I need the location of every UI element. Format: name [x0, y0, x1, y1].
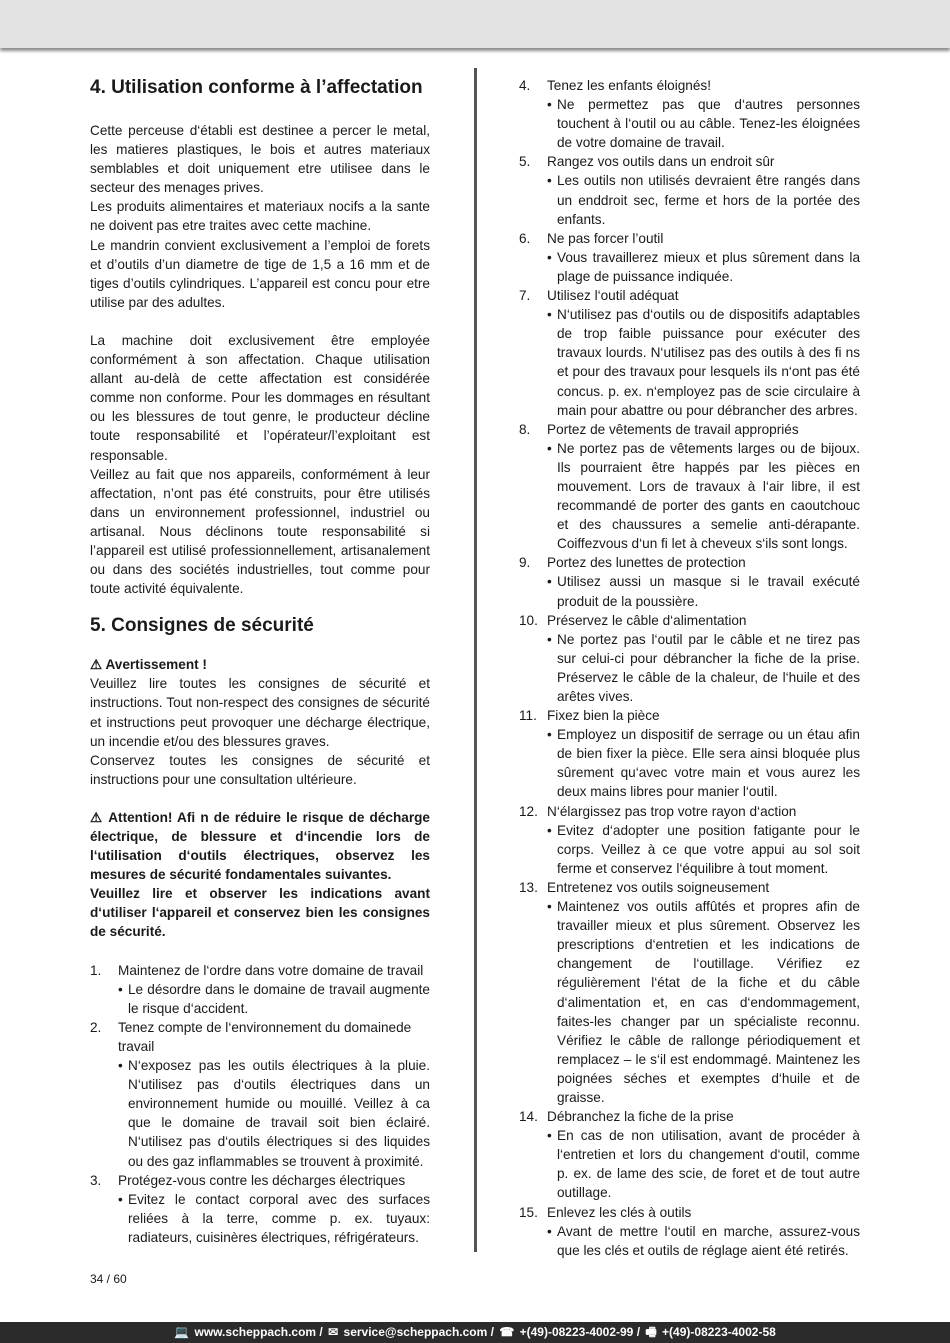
paragraph: Les produits alimentaires et materiaux nocifs a la sante ne doivent pas etre traites avec cette machine. — [90, 199, 430, 234]
item-title: Préservez le câble d‘alimentation — [547, 612, 747, 628]
phone-icon: ☎ — [499, 1325, 515, 1339]
item-title: Enlevez les clés à outils — [547, 1204, 692, 1220]
item-text: N‘exposez pas les outils électriques à la pluie. N‘utilisez pas d‘outils électriques dans un environnement humide ou mouillé. Veillez à ca que le domaine de travail soit bien éclairé. N‘utilisez pas d‘outils électriques si des liquides ou des gaz inflammables se trouvent à proximité. — [128, 1058, 430, 1169]
bullet-icon: • — [547, 1128, 552, 1144]
bullet-icon: • — [118, 1058, 123, 1074]
safety-item — [519, 611, 860, 706]
item-title: Portez des lunettes de protection — [547, 555, 746, 571]
item-number: 6. — [519, 230, 531, 246]
item-text: N‘utilisez pas d‘outils ou de dispositifs adaptables de trop faible puissance pour exécuter des travaux lourds. N‘utilisez pas des outils à des fi ns et pour des travaux pour lesquels ils n‘ont pas été concus. p. ex. n‘employez pas de scie circulaire à main pour abattre ou pour débrancher des arbres. — [557, 307, 860, 418]
item-title: N‘élargissez pas trop votre rayon d‘action — [547, 803, 797, 819]
section-5-heading: 5. Consignes de sécurité — [90, 615, 314, 637]
bullet-icon: • — [547, 173, 552, 189]
item-text: Evitez d‘adopter une position fatigante pour le corps. Veillez à ce que votre appui au sol soit ferme et conservez l‘équilibre à tout moment. — [557, 822, 860, 876]
column-divider — [474, 68, 477, 1252]
bullet-icon: • — [547, 631, 552, 647]
item-number: 7. — [519, 288, 531, 304]
item-title: Protégez-vous contre les décharges électriques — [118, 1172, 406, 1188]
safety-item — [519, 553, 860, 610]
mail-icon: ✉ — [328, 1325, 339, 1339]
item-title: Maintenez de l‘ordre dans votre domaine de travail — [118, 962, 424, 978]
safety-item — [519, 286, 860, 420]
item-title: Tenez les enfants éloignés! — [547, 78, 711, 93]
safety-item — [519, 152, 860, 228]
phone-number: +(49)-08223-4002-99 / — [519, 1325, 641, 1339]
item-number: 14. — [519, 1109, 538, 1125]
item-number: 13. — [519, 879, 538, 895]
item-number: 2. — [90, 1019, 102, 1035]
website-link[interactable]: www.scheppach.com / — [194, 1325, 323, 1339]
safety-item — [519, 1107, 860, 1202]
bullet-icon: • — [547, 574, 552, 590]
computer-icon: 💻 — [174, 1325, 190, 1339]
item-text: Evitez le contact corporal avec des surfaces reliées à la terre, comme p. ex. tuyaux: radiateurs, cuisinères électriques, réfrigérateurs. — [128, 1191, 430, 1245]
safety-item — [519, 878, 860, 1107]
paragraph: La machine doit exclusivement être employée conformément à son affectation. Chaque utilisation allant au-delà de cette affectation est considérée comme non conforme. Pour les dommages en résultant ou les blessures de tout genre, le producteur décline toute responsabilité et l’opérateur/l’exploitant est responsable. — [90, 332, 430, 463]
item-title: Portez de vêtements de travail appropriés — [547, 421, 799, 437]
paragraph: Le mandrin convient exclusivement a l’emploi de forets et d’outils d’un diametre de tige de 1,5 a 16 mm et de tiges d’outils cylindriques. L’appareil est concu pour etre utilise par des adultes. — [90, 237, 430, 310]
item-text: Ne permettez pas que d‘autres personnes touchent à l‘outil ou au câble. Tenez-les éloignées de votre domaine de travail. — [557, 97, 860, 151]
bullet-icon: • — [547, 249, 552, 265]
item-title: Ne pas forcer l’outil — [547, 230, 664, 246]
item-text: Employez un dispositif de serrage ou un étau afin de bien fixer la pièce. Elle sera ainsi bloquée plus sûrement qu‘avec votre main et vous aurez les deux mains libres pour manier l‘outil. — [557, 727, 860, 800]
left-column — [90, 76, 430, 1247]
item-text: Utilisez aussi un masque si le travail exécuté produit de la poussière. — [557, 574, 860, 609]
bullet-icon: • — [547, 440, 552, 456]
fax-icon: 🖷 — [645, 1325, 657, 1339]
item-title: Tenez compte de l‘environnement du domainede travail — [118, 1019, 412, 1054]
bullet-icon: • — [547, 1223, 552, 1239]
safety-item — [519, 706, 860, 801]
safety-item — [90, 1171, 430, 1247]
item-text: Maintenez vos outils affûtés et propres afin de travailler mieux et plus sûrement. Observez les prescriptions d‘entretien et les indications de changement de l‘outillage. Vérifiez ez régulièrement l‘état de la fiche et du câble d‘alimentation et, en cas d‘endommagement, faites-les changer par un spécialiste reconnu. Vérifiez le câble de rallonge périodiquement et remplacez – le s‘il est endommagé. Maintenez les poignées séches et exemptes d‘huile et de graisse. — [557, 899, 860, 1105]
item-text: Avant de mettre l‘outil en marche, assurez-vous que les clés et outils de réglage aient été retirés. — [557, 1223, 860, 1258]
safety-item — [519, 76, 860, 152]
item-title: Fixez bien la pièce — [547, 708, 660, 724]
item-text: En cas de non utilisation, avant de procéder à l‘entretien et lors du changement d‘outil, comme p. ex. de lame des scie, de foret et de tout autre outillage. — [557, 1128, 860, 1201]
item-number: 8. — [519, 421, 531, 437]
item-title: Rangez vos outils dans un endroit sûr — [547, 154, 775, 170]
item-title: Utilisez l‘outil adéquat — [547, 288, 679, 304]
top-header-bar — [0, 0, 950, 48]
bullet-icon: • — [118, 1191, 123, 1207]
item-title: Entretenez vos outils soigneusement — [547, 879, 770, 895]
attention-notice: ⚠ Attention! Afi n de réduire le risque de décharge électrique, de blessure et d‘incendie lors de l‘utilisation d‘outils électriques, observez les mesures de sécurité fondamentales suivantes. — [90, 809, 430, 883]
safety-item — [519, 420, 860, 554]
item-number: 4. — [519, 78, 531, 93]
item-number: 15. — [519, 1204, 538, 1220]
bullet-icon: • — [547, 97, 552, 113]
footer-bar — [0, 1322, 950, 1343]
bullet-icon: • — [547, 822, 552, 838]
item-number: 5. — [519, 154, 531, 170]
page-number: 34 / 60 — [90, 1272, 127, 1286]
safety-item — [90, 961, 430, 1018]
item-text: Ne portez pas de vêtements larges ou de bijoux. Ils pourraient être happés par les pièces en mouvement. Lors de travaux à l‘air libre, il est recommandé de porter des gants en caoutchouc et des chaussures a semelie anti-dérapante. Coiffezvous d‘un fi let à cheveux s‘ils sont longs. — [557, 440, 860, 552]
item-number: 12. — [519, 803, 538, 819]
bullet-icon: • — [547, 727, 552, 743]
section-4-heading: 4. Utilisation conforme à l’affectation — [90, 77, 423, 98]
paragraph: Cette perceuse d‘établi est destinee a percer le metal, les matieres plastiques, le bois et autres materiaux semblables et doit uniquement etre utilisee dans le secteur des menages prives. — [90, 123, 430, 196]
fax-number: +(49)-08223-4002-58 — [662, 1325, 776, 1339]
item-number: 3. — [90, 1172, 102, 1188]
paragraph: Veillez au fait que nos appareils, conformément à leur affectation, n’ont pas été construits, pour être utilisés dans un environnement professionnel, industriel ou artisanal. Nous déclinons toute responsabilité si l’appareil est utilisé professionnellement, artisanalement ou dans des sociétés industrielles, tout comme pour toute activité équivalente. — [90, 466, 430, 597]
safety-item — [90, 1018, 430, 1171]
right-column — [519, 76, 860, 1260]
item-number: 10. — [519, 612, 538, 628]
safety-item — [519, 229, 860, 286]
safety-item — [519, 1203, 860, 1260]
safety-item — [519, 802, 860, 878]
bullet-icon: • — [547, 307, 552, 323]
warning-title: ⚠ Avertissement ! — [90, 657, 207, 673]
bullet-icon: • — [547, 899, 552, 915]
item-number: 9. — [519, 555, 531, 571]
item-number: 11. — [519, 708, 537, 724]
item-text: Le désordre dans le domaine de travail augmente le risque d‘accident. — [128, 981, 430, 1016]
item-text: Vous travaillerez mieux et plus sûrement dans la plage de puissance indiquée. — [557, 249, 860, 284]
attention-notice: Veuillez lire et observer les indications avant d‘utiliser l‘appareil et conservez bien les consignes de sécurité. — [90, 886, 430, 940]
item-number: 1. — [90, 962, 102, 978]
item-title: Débranchez la fiche de la prise — [547, 1109, 734, 1125]
item-text: Ne portez pas l‘outil par le câble et ne tirez pas sur celui-ci pour débrancher la fiche de la prise. Préservez le câble de la chaleur, de l‘huile et des arêtes vives. — [557, 631, 860, 704]
item-text: Les outils non utilisés devraient être rangés dans un enddroit sec, ferme et hors de la portée des enfants. — [557, 173, 860, 227]
paragraph: Conservez toutes les consignes de sécurité et instructions pour une consultation ultérieure. — [90, 752, 430, 787]
email-link[interactable]: service@scheppach.com / — [343, 1325, 494, 1339]
bullet-icon: • — [118, 981, 123, 997]
paragraph: Veuillez lire toutes les consignes de sécurité et instructions. Tout non-respect des consignes de sécurité et instructions peut provoquer une décharge électrique, un incendie et/ou des blessures graves. — [90, 676, 430, 749]
